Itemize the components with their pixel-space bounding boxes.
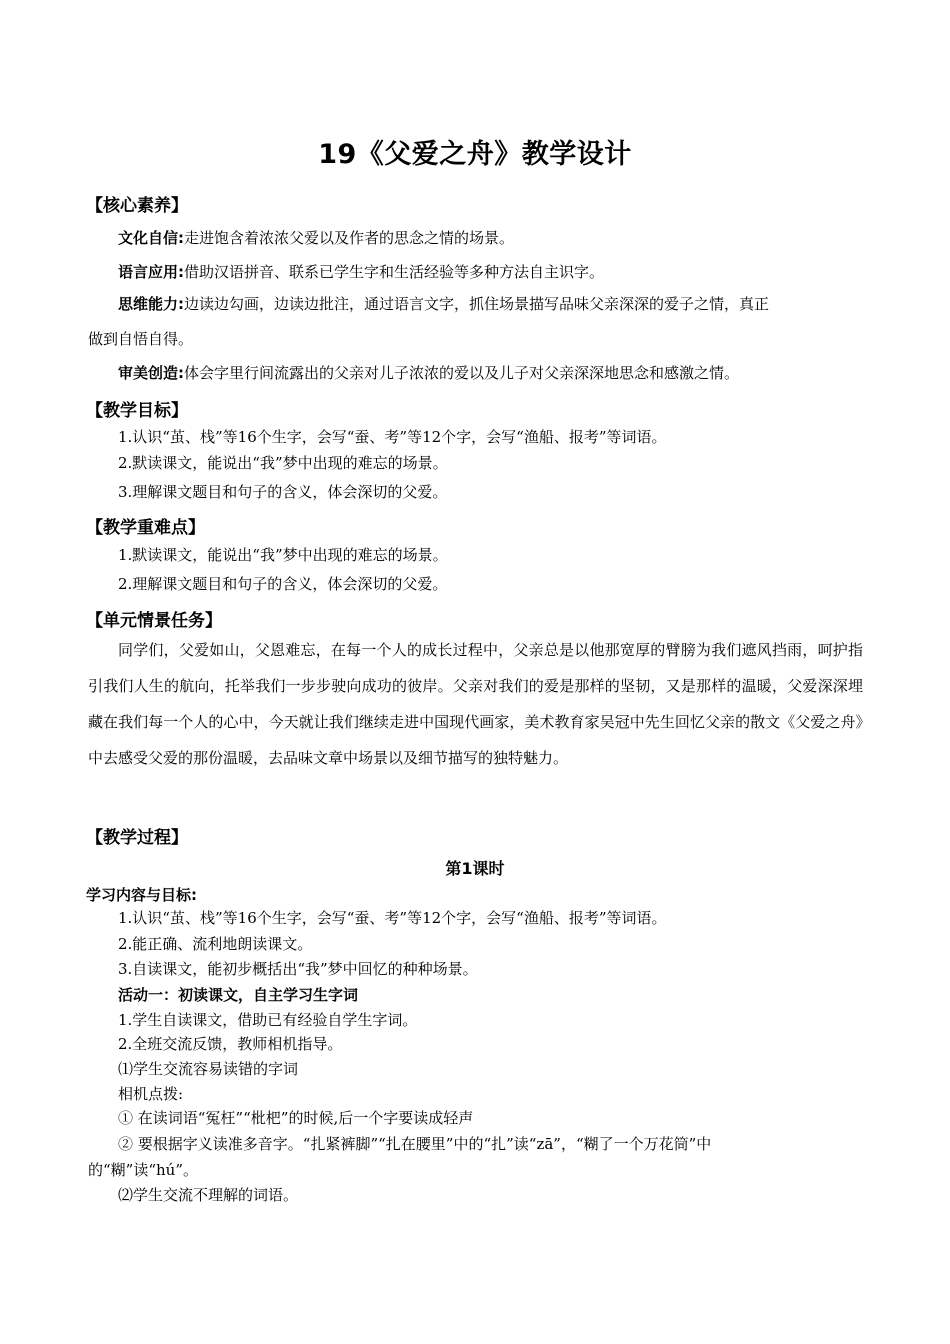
- lesson-title: 第1课时: [445, 859, 505, 878]
- activity-step: ② 要根据字义读准多音字。“扎紧裤脚”“扎在腰里”中的“扎”读“zā”，“糊了一个万花筒”中: [118, 1135, 712, 1153]
- unit-task-heading: 【单元情景任务】: [86, 611, 222, 631]
- language-text: 借助汉语拼音、联系已学生字和生活经验等多种方法自主识字。: [184, 263, 605, 281]
- culture-text: 走进饱含着浓浓父爱以及作者的思念之情的场景。: [184, 229, 515, 247]
- process-heading: 【教学过程】: [86, 828, 188, 848]
- culture-label: 文化自信:: [118, 229, 184, 247]
- activity-step: 2.全班交流反馈，教师相机指导。: [118, 1035, 343, 1053]
- unit-task-paragraph: 同学们，父爱如山，父恩难忘，在每一个人的成长过程中，父亲总是以他那宽厚的臂膀为我们遮风挡雨，呵护指引我们人生的航向，托举我们一步步驶向成功的彼岸。父亲对我们的爱是那样的坚韧，又是那样的温暖，父爱深深埋藏在我们每一个人的心中，今天就让我们继续走进中国现代画家，美术教育家吴冠中先生回忆父亲的散文《父爱之舟》中去感受父爱的那份温暖，去品味文章中场景以及细节描写的独特魅力。: [88, 641, 863, 767]
- activity-step: ⑵学生交流不理解的词语。: [118, 1186, 299, 1204]
- core-literacy-heading: 【核心素养】: [86, 196, 188, 216]
- keypoint-item: 1.默读课文，能说出“我”梦中出现的难忘的场景。: [118, 546, 448, 564]
- language-label: 语言应用:: [118, 263, 184, 281]
- learning-goals-label: 学习内容与目标:: [86, 886, 197, 904]
- keypoints-heading: 【教学重难点】: [86, 518, 205, 538]
- goal-item: 1.认识“茧、栈”等16个生字，会写“蚕、考”等12个字，会写“渔船、报考”等词语。: [118, 428, 667, 446]
- learning-goal-item: 2.能正确、流利地朗读课文。: [118, 935, 313, 953]
- thinking-text: 边读边勾画，边读边批注，通过语言文字，抓住场景描写品味父亲深深的爱子之情，真正: [184, 295, 770, 313]
- activity-step: 相机点拨:: [118, 1085, 184, 1103]
- thinking-line-2: 做到自悟自得。: [88, 330, 194, 348]
- goals-heading: 【教学目标】: [86, 401, 188, 421]
- activity-step: ⑴学生交流容易读错的字词: [118, 1060, 299, 1078]
- goal-item: 2.默读课文，能说出“我”梦中出现的难忘的场景。: [118, 454, 448, 472]
- thinking-label: 思维能力:: [118, 295, 184, 313]
- learning-goal-item: 1.认识“茧、栈”等16个生字，会写“蚕、考”等12个字，会写“渔船、报考”等词语。: [118, 909, 667, 927]
- activity-step: ① 在读词语“冤枉”“枇杷”的时候,后一个字要读成轻声: [118, 1109, 474, 1127]
- learning-goal-item: 3.自读课文，能初步概括出“我”梦中回忆的种种场景。: [118, 960, 478, 978]
- keypoint-item: 2.理解课文题目和句子的含义，体会深切的父爱。: [118, 575, 448, 593]
- aesthetic-line: [118, 363, 739, 383]
- document-title: 19《父爱之舟》教学设计: [318, 139, 632, 170]
- activity-step: 1.学生自读课文，借助已有经验自学生字词。: [118, 1011, 418, 1029]
- activity-one-heading: 活动一：初读课文，自主学习生字词: [118, 986, 359, 1004]
- aesthetic-label: 审美创造:: [118, 364, 184, 382]
- thinking-line: [118, 294, 769, 314]
- goal-item: 3.理解课文题目和句子的含义，体会深切的父爱。: [118, 483, 448, 501]
- activity-step: 的“糊”读“hú”。: [88, 1161, 198, 1179]
- aesthetic-text: 体会字里行间流露出的父亲对儿子浓浓的爱以及儿子对父亲深深地思念和感激之情。: [184, 364, 740, 382]
- language-line: [118, 262, 604, 282]
- culture-line: [118, 228, 514, 248]
